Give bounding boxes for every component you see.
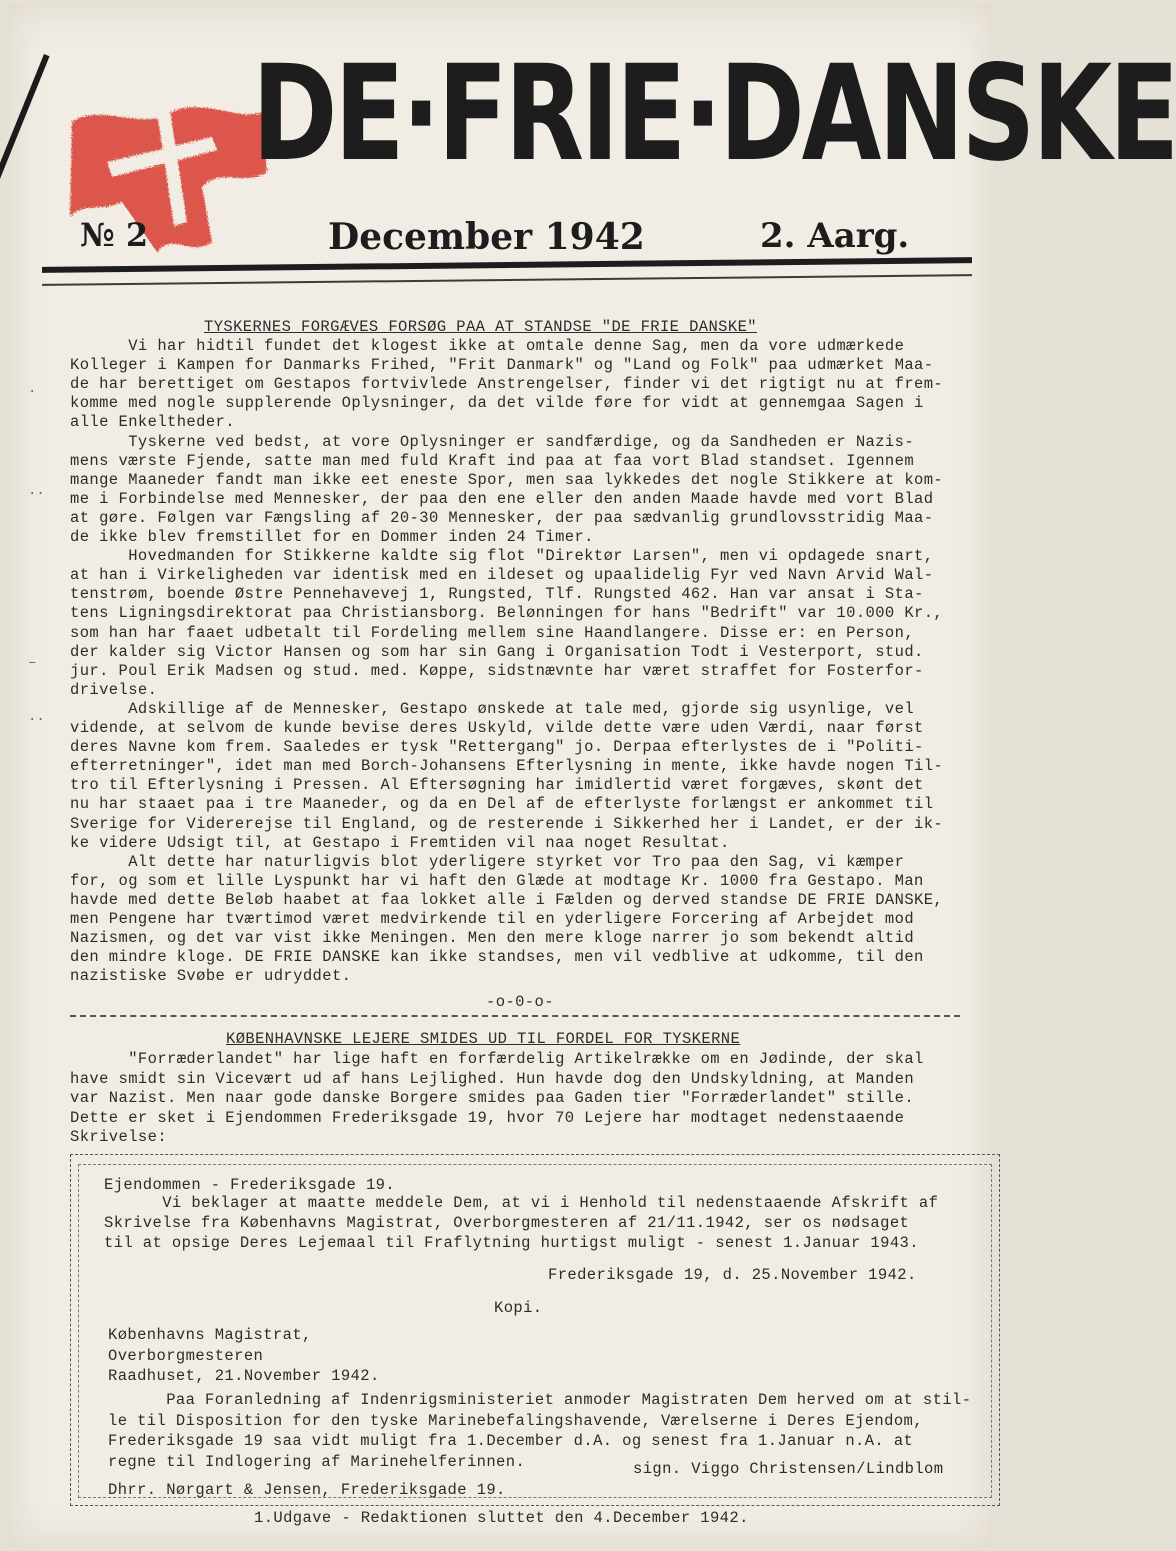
article1-line: Adskillige af de Mennesker, Gestapo ønskede at tale med, gjorde sig usynlige, vel <box>70 699 915 718</box>
letter-body-line: Vi beklager at maatte meddele Dem, at vi i Henhold til nedenstaaende Afskrift af <box>104 1194 939 1212</box>
article1-line: drivelse. <box>70 680 158 699</box>
article1-line: Alt dette har naturligvis blot yderligere styrket vor Tro paa den Sag, vi kæmper <box>70 852 905 871</box>
letter-recipient: Dhrr. Nørgart & Jensen, Frederiksgade 19. <box>108 1481 506 1499</box>
article1-line: vidende, at selvom de kunde bevise deres Uskyld, vilde dette være uden Værdi, naar først <box>70 719 924 737</box>
letter-request-line: le til Disposition for den tyske Marinebefalingshavende, Værelserne i Deres Ejendom, <box>108 1411 923 1430</box>
article1-line: alle Enkeltheder. <box>70 413 235 432</box>
margin-mark: ·· <box>28 712 45 728</box>
article1-line: mange Maaneder fandt man ikke eet eneste Spor, men saa lykkedes det nogle Stikkere at kom- <box>70 470 944 489</box>
margin-mark: · <box>28 384 37 400</box>
article1-line: tens Ligningsdirektorat paa Christiansborg. Belønningen for hans "Bedrift" var 10.000 Kr., <box>70 604 944 623</box>
article1-line: Tyskerne ved bedst, at vore Oplysninger er sandfærdige, og da Sandheden er Nazis- <box>70 432 915 451</box>
article1-line: Kolleger i Kampen for Danmarks Frihed, "Frit Danmark" og "Land og Folk" paa udmærket Maa- <box>70 356 934 375</box>
article1-line: Vi har hidtil fundet det klogest ikke at omtale denne Sag, men da vore udmærkede <box>70 337 905 355</box>
letter-sender-line: Københavns Magistrat, <box>108 1326 312 1344</box>
letter-body-line: Skrivelse fra Københavns Magistrat, Overborgmesteren af 21/11.1942, ser os nødsaget <box>104 1214 910 1232</box>
article1-line: men Pengene har tværtimod været medvirkende til en yderligere Forcering af Arbejdet mod <box>70 910 915 928</box>
article1-line: nu har staaet paa i tre Maaneder, og da en Del af de efterlyste forlængst er ankommet til <box>70 795 934 814</box>
letter-sender-line: Raadhuset, 21.November 1942. <box>108 1367 380 1385</box>
letter-body-line: til at opsige Deres Lejemaal til Fraflytning hurtigst muligt - senest 1.Januar 1943. <box>104 1234 919 1252</box>
letter-request-line: regne til Indlogering af Marinehelferinnen. <box>108 1452 526 1471</box>
issue-date: December 1942 <box>328 216 645 258</box>
letter-property: Ejendommen - Frederiksgade 19. <box>104 1176 396 1194</box>
article1-line: tenstrøm, boende Østre Pennehavevej 1, Rungsted, Tlf. Rungsted 462. Han var ansat i Sta- <box>70 585 924 604</box>
article1-line: Hovedmanden for Stikkerne kaldte sig flot "Direktør Larsen", men vi opdagede snart, <box>70 547 934 566</box>
article2-line: "Forræderlandet" har lige haft en forfærdelig Artikelrække om en Jødinde, der skal <box>70 1050 924 1068</box>
newspaper-page <box>8 4 1176 1547</box>
issue-volume: 2. Aarg. <box>760 216 910 256</box>
article1-line: deres Navne kom frem. Saaledes er tysk "Rettergang" jo. Derpaa efterlystes de i "Politi- <box>70 738 924 757</box>
article2-line: var Nazist. Men naar gode danske Borgere smides paa Gaden tier "Forræderlandet" stille. <box>70 1089 915 1108</box>
article1-separator: -o-0-o- <box>486 993 554 1011</box>
article2-line: have smidt sin Vicevært ud af hans Lejlighed. Hun havde dog den Undskyldning, at Manden <box>70 1069 915 1088</box>
margin-mark: ·· <box>28 486 45 502</box>
letter-copy-label: Kopi. <box>494 1299 543 1317</box>
article1-line: de har berettiget om Gestapos fortvivlede Anstrengelser, finder vi det rigtigt nu at frem- <box>70 375 944 394</box>
masthead-rule-thin <box>42 274 972 286</box>
issue-number: № 2 <box>80 216 149 254</box>
article2-heading: KØBENHAVNSKE LEJERE SMIDES UD TIL FORDEL FOR TYSKERNE <box>226 1030 741 1048</box>
article1-line: efterretninger", idet man med Borch-Johansens Efterlysning in mente, ikke havde nogen Til- <box>70 757 944 776</box>
article1-line: me i Forbindelse med Mennesker, der paa den ene eller den anden Maade havde med vort Blad <box>70 489 934 508</box>
article1-line: for, og som et lille Lyspunkt har vi haft den Glæde at modtage Kr. 1000 fra Gestapo. Man <box>70 871 924 890</box>
letter-request-line: Frederiksgade 19 saa vidt muligt fra 1.December d.A. og senest fra 1.Januar n.A. at <box>108 1432 914 1450</box>
letter-signature: sign. Viggo Christensen/Lindblom <box>633 1460 944 1478</box>
article1-line: der kalder sig Victor Hansen og som har sin Gang i Organisation Todt i Vesterport, stud. <box>70 642 924 661</box>
article1-line: den mindre kloge. DE FRIE DANSKE kan ikke standses, men vil vedblive at udkomme, til den <box>70 948 924 967</box>
masthead-title: DE·FRIE·DANSKE <box>252 37 1176 191</box>
article1-line: ke videre Udsigt til, at Gestapo i Fremtiden vil naa noget Resultat. <box>70 833 730 852</box>
article1-line: havde med dette Beløb haabet at faa lokket alle i Fælden og derved standse DE FRIE DANSKE, <box>70 890 944 909</box>
article1-line: Nazismen, og det var vist ikke Meningen. Men den mere kloge narrer jo som bekendt altid <box>70 929 915 948</box>
article1-line: komme med nogle supplerende Oplysninger, da det vilde føre for vidt at gennemgaa Sagen i <box>70 394 924 413</box>
letter-date: Frederiksgade 19, d. 25.November 1942. <box>548 1266 917 1284</box>
article1-line: som han har faaet udbetalt til Fordeling mellem sine Haandlangere. Disse er: en Person, <box>70 623 915 642</box>
article1-line: at gøre. Følgen var Fængsling af 20-30 Mennesker, der paa sædvanlig grundlovsstridig Maa- <box>70 508 934 527</box>
article1-line: mens værste Fjende, satte man med fuld Kraft ind paa at faa vort Blad standset. Igennem <box>70 451 915 470</box>
article2-line: Dette er sket i Ejendommen Frederiksgade 19, hvor 70 Lejere har modtaget nedenstaaende <box>70 1108 905 1127</box>
article1-line: tro til Efterlysning i Pressen. Al Eftersøgning har imidlertid været forgæves, skønt det <box>70 776 924 795</box>
article1-line: de ikke blev fremstillet for en Dommer inden 24 Timer. <box>70 528 594 546</box>
article1-line: at han i Virkeligheden var identisk med en ildeset og upaalidelig Fyr ved Navn Arvid Wal- <box>70 566 934 585</box>
article2-line: Skrivelse: <box>70 1128 168 1147</box>
article1-line: Sverige for Vidererejse til England, og de resterende i Sikkerhed her i Landet, er der ik- <box>70 814 944 833</box>
article1-line: jur. Poul Erik Madsen og stud. med. Køppe, sidstnævnte har været straffet for Fosterfor- <box>70 661 924 680</box>
letter-request-line: Paa Foranledning af Indenrigsministeriet anmoder Magistraten Dem herved om at stil- <box>108 1391 972 1409</box>
flag-pole <box>0 54 50 246</box>
margin-mark: – <box>28 655 37 671</box>
article1-heading: TYSKERNES FORGÆVES FORSØG PAA AT STANDSE "DE FRIE DANSKE" <box>204 318 757 336</box>
section-divider <box>70 1015 960 1017</box>
article1-line: nazistiske Svøbe er udryddet. <box>70 967 352 986</box>
letter-sender-line: Overborgmesteren <box>108 1346 264 1365</box>
edition-footer: 1.Udgave - Redaktionen sluttet den 4.December 1942. <box>254 1509 749 1527</box>
